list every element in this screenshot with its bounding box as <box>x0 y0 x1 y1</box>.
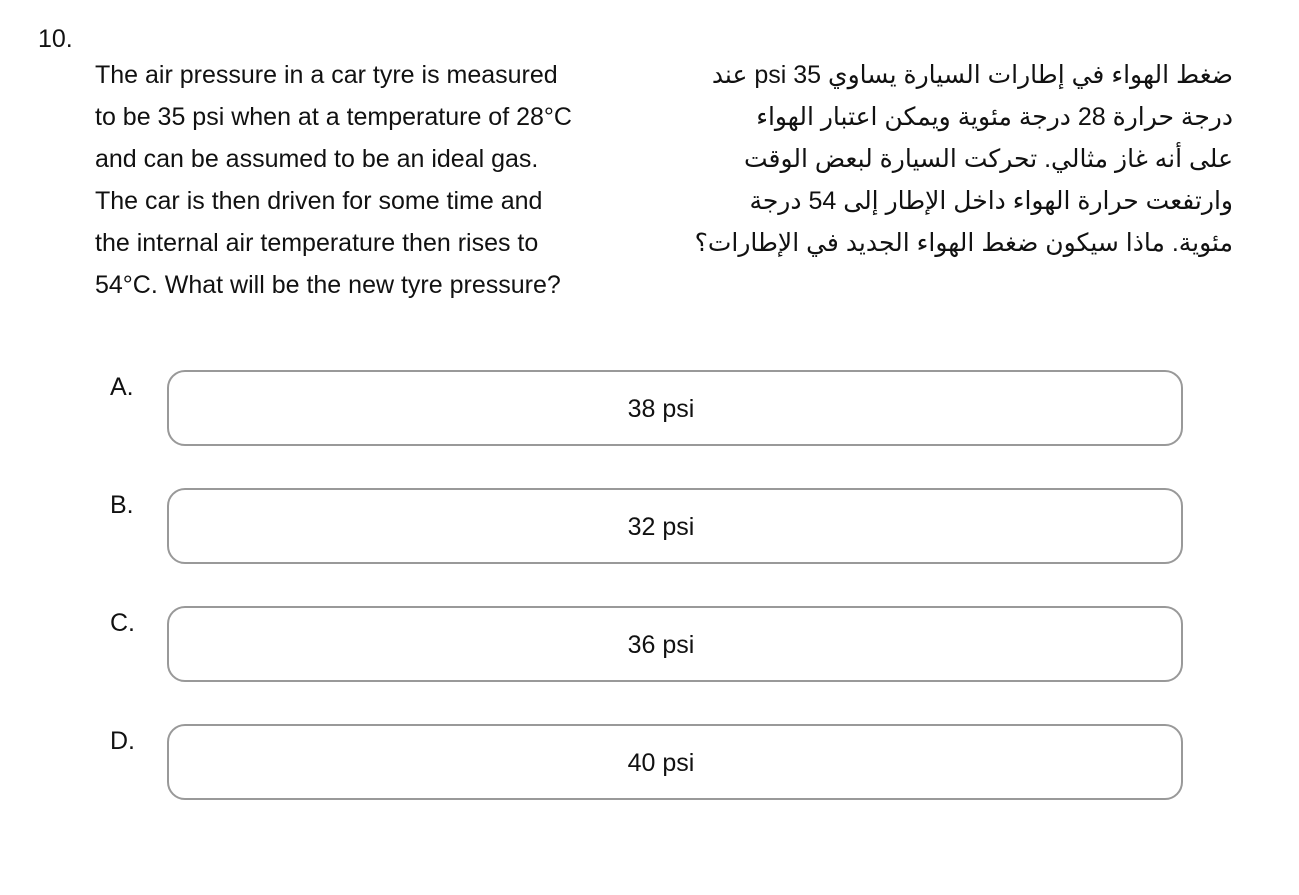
option-a-label: A. <box>110 373 134 401</box>
option-c-button[interactable] <box>167 606 1183 682</box>
english-line: to be 35 psi when at a temperature of 28°C <box>95 103 572 131</box>
option-c-text: 36 psi <box>627 631 695 659</box>
english-line: The air pressure in a car tyre is measured <box>95 61 558 89</box>
option-b-text: 32 psi <box>627 513 695 541</box>
option-d-label: D. <box>110 727 135 755</box>
option-a-text: 38 psi <box>627 395 695 423</box>
question-text-arabic <box>633 54 1233 264</box>
option-d-text: 40 psi <box>627 749 695 777</box>
option-b-label: B. <box>110 491 134 519</box>
arabic-line: درجة حرارة 28 درجة مئوية ويمكن اعتبار الهواء <box>756 103 1233 131</box>
arabic-line: ضغط الهواء في إطارات السيارة يساوي 35 psi عند <box>711 61 1233 89</box>
english-line: The car is then driven for some time and <box>95 187 543 215</box>
option-c-label: C. <box>110 609 135 637</box>
english-line: 54°C. What will be the new tyre pressure? <box>95 271 561 299</box>
arabic-line: على أنه غاز مثالي. تحركت السيارة لبعض الوقت <box>743 145 1233 173</box>
arabic-line: وارتفعت حرارة الهواء داخل الإطار إلى 54 درجة <box>749 187 1233 215</box>
option-b-button[interactable] <box>167 488 1183 564</box>
question-number: 10. <box>38 25 73 53</box>
option-a-button[interactable] <box>167 370 1183 446</box>
arabic-line: مئوية. ماذا سيكون ضغط الهواء الجديد في الإطارات؟ <box>694 229 1233 257</box>
option-d-button[interactable] <box>167 724 1183 800</box>
english-line: the internal air temperature then rises to <box>95 229 539 257</box>
question-text-english <box>95 54 655 306</box>
english-line: and can be assumed to be an ideal gas. <box>95 145 539 173</box>
